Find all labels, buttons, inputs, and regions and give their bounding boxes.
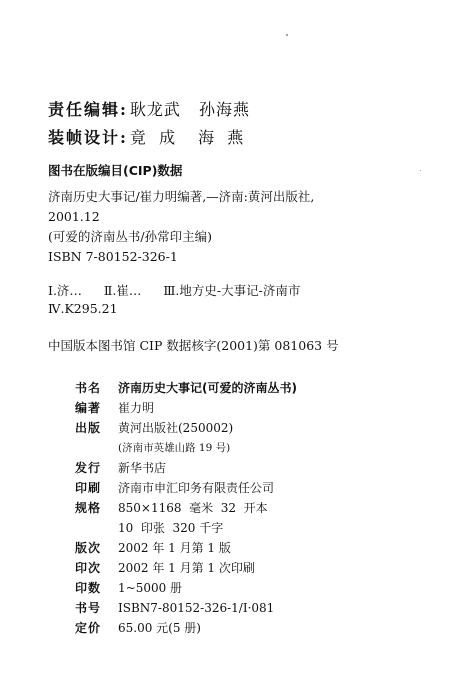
editor-label: 责任编辑:	[48, 100, 128, 119]
detail-label: 发行	[75, 461, 102, 475]
detail-row	[75, 418, 297, 438]
cip-subject-headings	[48, 282, 300, 318]
design-name-1: 竟 成	[129, 128, 177, 147]
cip-subject-1b: Ⅱ.崔…	[103, 283, 142, 298]
detail-value: 10 印张 320 千字	[118, 521, 224, 535]
detail-row	[75, 458, 297, 478]
detail-label: 书号	[75, 601, 102, 615]
detail-label: 印次	[75, 561, 102, 575]
detail-row	[75, 518, 297, 538]
cip-line-1: 济南历史大事记/崔力明编著,—济南:黄河出版社,	[48, 189, 315, 204]
cip-subject-2: Ⅳ.K295.21	[48, 301, 118, 316]
design-label: 装帧设计:	[48, 128, 128, 147]
detail-label: 出版	[75, 421, 102, 435]
cip-body	[48, 187, 314, 267]
detail-value: 黄河出版社(250002)	[118, 421, 234, 435]
editor-name-1: 耿龙武	[129, 100, 181, 119]
detail-row	[75, 558, 297, 578]
detail-row	[75, 498, 297, 518]
detail-label: 版次	[75, 541, 102, 555]
scan-speck	[420, 170, 421, 171]
detail-value: 济南历史大事记(可爱的济南丛书)	[118, 381, 297, 395]
detail-label	[75, 518, 118, 538]
design-row	[48, 124, 250, 152]
detail-row	[75, 378, 297, 398]
scan-speck	[286, 34, 288, 36]
detail-row	[75, 538, 297, 558]
detail-label: 编著	[75, 401, 102, 415]
detail-value: 1~5000 册	[118, 581, 183, 595]
detail-value: 65.00 元(5 册)	[118, 621, 201, 635]
detail-row	[75, 578, 297, 598]
detail-value: 2002 年 1 月第 1 次印刷	[118, 561, 255, 575]
cip-note: 中国版本图书馆 CIP 数据核字(2001)第 081063 号	[48, 338, 339, 353]
detail-value: 济南市申汇印务有限责任公司	[118, 481, 275, 495]
design-name-2: 海 燕	[198, 128, 245, 147]
detail-label: 印数	[75, 581, 102, 595]
detail-label: 规格	[75, 501, 102, 515]
detail-label: 书名	[75, 381, 102, 395]
cip-title: 图书在版编目(CIP)数据	[48, 163, 183, 178]
editor-name-2: 孙海燕	[198, 100, 250, 119]
detail-label	[75, 438, 118, 458]
detail-label: 印刷	[75, 481, 102, 495]
detail-value: 2002 年 1 月第 1 版	[118, 541, 231, 555]
cip-line-3: (可爱的济南丛书/孙常印主编)	[48, 229, 212, 244]
detail-label: 定价	[75, 621, 102, 635]
credits-block	[48, 96, 250, 152]
cip-subject-1c: Ⅲ.地方史-大事记-济南市	[163, 283, 301, 298]
cip-subject-1a: Ⅰ.济…	[48, 283, 82, 298]
detail-value: 新华书店	[118, 461, 167, 475]
editor-row	[48, 96, 250, 124]
detail-value: ISBN7-80152-326-1/Ⅰ·081	[118, 601, 275, 615]
detail-row	[75, 398, 297, 418]
detail-value: (济南市英雄山路 19 号)	[118, 442, 231, 454]
detail-value: 850×1168 毫米 32 开本	[118, 501, 268, 515]
cip-subject-row-1	[48, 282, 300, 300]
detail-row	[75, 618, 297, 638]
detail-row	[75, 478, 297, 498]
detail-row	[75, 438, 297, 458]
cip-line-2: 2001.12	[48, 209, 100, 224]
detail-value: 崔力明	[118, 401, 155, 415]
cip-line-4: ISBN 7-80152-326-1	[48, 249, 178, 264]
details-block	[75, 378, 297, 638]
detail-row	[75, 598, 297, 618]
